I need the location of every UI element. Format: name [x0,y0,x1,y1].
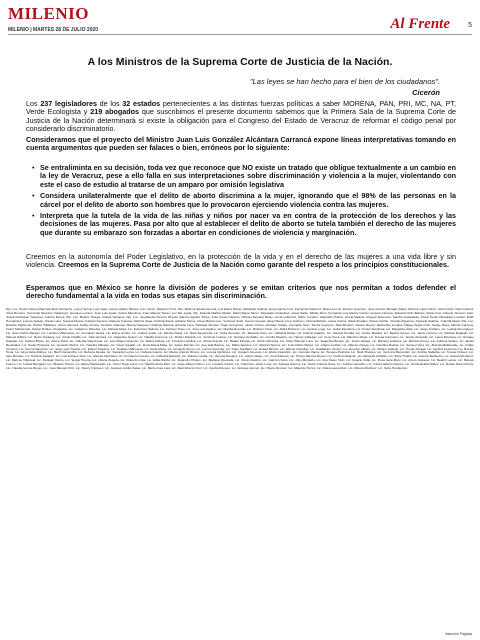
intro-paragraph [26,100,456,134]
signatories-list: Dip. Loc. Pedro Carlos Masmela Ruiz Camacho, Lopez Serna, Luis Velaz, Arturo Valdez Silvera, Luis Yanez, Martínez Cruz, Dip. Maxima Zavala Arreola, Luz Elena Moran, Elizabeth Salinas, Ema García Cruz, Fernando Martínez, Elena Lemus, Ramón Guerrero, Jose Antonio Morales Salas, Monica López Pérez, Rocío Ruiz, Raúl Chávez, Alma Romero, Fernando Ramírez Velázquez, Gustavo Lozano, José Luis Ayala, Carlos Mendoza, Juan Manuel Torres, Luz Ma. Ayala, Dip. Federal Martha Valdés, María Elena Pérez, Diputados Federales: Jesús Salas, Miriam Ríos, Fernando Luis Mazón Castro, Ignacio Campos, Eduardo Ruiz Beltrán, Sofía Cruz, Antonio Jiménez Soto, Juana Rodríguez Sánchez, Andrés Flores, Dip. Loc. Beatriz Ortega, Araceli Vázquez, Dip. Loc. Guadalupe Herrera Pineda, Ramiro Aguilar Torres, Julio César Navarro, Patricia Morales Rivas, Lucía Gutiérrez, Mario Cordero, Alejandro Palma, Gloria Medina, Rogelio Espinoza, Sandra Castañeda, Óscar Peña, Diputadas Locales: Edith Hernández, Lorena Galván, Paola Luna, Susana Duarte, Fabiola Serrano, Rebeca Fuentes, Marisol Vega, Cristina Ibarra, Adriana Ponce, Rosa María León, Verónica Solís, Teresa Cuevas, Elsa Olvera, Irma Quintero, Norma Beltrán, Laura Ochoa, Silvia Rosales, Diana Carrillo, Claudia Figueroa, Graciela Salazar, Yolanda Mejía, Dip. Loc. Ricardo Cárdenas, Héctor Villalobos, Arturo Zamora, Felipe Acosta, Gerardo Valencia, Manuel Esquivel, Rodrigo Barrera, Ernesto Lara, Salvador Montes, Hugo Cervantes, Javier Orozco, Enrique Toledo, Leonardo Soto, Tomás Guerrero, Raúl Benítez, Alberto Reyes, Diputados Locales: Miguel Ángel Ortiz, Sergio Nava, Alfredo Campos, Víctor Maldonado, Daniel Robles, Abogados: Lic. Guillermo Paredes, Lic. Adriana Mora, Lic. Francisco Salinas, Lic. Carmen Trejo, Lic. José Luis Aguirre, Lic. Martha Escobar, Lic. Roberto Cano, Lic. Alicia Pacheco, Lic. Ignacio Lugo, Lic. Isabel Mendoza, Lic. Pedro Sandoval, Lic. Margarita Ávila, Lic. Jorge Arellano, Lic. Leticia Domínguez, Lic. Juan Carlos Rangel, Lic. Lourdes Villanueva, Lic. Fernando Garza, Lic. Elena Cortés, Lic. Andrés Ayala, Lic. Mónica Tapia, Lic. Raúl Sepúlveda, Lic. Sofía Guzmán, Lic. Eduardo Ríos, Lic. Gabriela Rojas, Lic. Antonio Fajardo, Lic. Daniela Peralta, Lic. Carlos Medina, Lic. Beatriz Arroyo, Lic. Jaime Corona, Lic. Patricia Delgado, Lic. Manuel Ibáñez, Lic. Rocío Santana, Lic. Oscar Padilla, Lic. Julia Ventura, Lic. Alejandro Quiroz, Lic. Natalia Cisneros, Lic. Rubén Estrada, Lic. Verónica Lozano, Lic. Gustavo Andrade, Lic. Cecilia Navarro, Lic. Héctor Gallegos, Lic. Irene Sosa, Lic. Mauricio Rivas, Lic. Teresa Carmona, Lic. Sergio Alvarado, Lic. Laura Montoya, Lic. Enrique Salgado, Lic. Andrea Bravo, Lic. Arturo Peña, Lic. Claudia Valenzuela, Lic. Luis Miguel Ocampo, Lic. Diana Zúñiga, Lic. Francisco Molina, Lic. Gloria Aranda, Lic. Rafael Pineda, Lic. Silvia Carranza, Lic. Víctor Manuel Luna, Lic. Alejandra Bustos, Lic. Jesús Vargas, Lic. Mariana Cabrera, Lic. Ricardo Ponce, Lic. Adriana Solano, Lic. Emilio Benavides, Lic. Paola Hinojosa, Lic. Gerardo Muñoz, Lic. Yolanda Villegas, Lic. Omar Castillo, Lic. Rosa Elena Mata, Lic. Javier Montiel, Lic. Ana Lilia Barrios, Lic. Pablo Serrano, Lic. Marisa Herrera, Lic. Juan Pablo Núñez, Lic. Liliana Cuéllar, Lic. Alfonso Ortega, Lic. Carolina Ruelas, Lic. Samuel Vera, Lic. Brenda Maldonado, Lic. Felipe Córdova, Lic. Norma Saucedo, Lic. Jorge Luis Treviño, Lic. Esther Palacios, Lic. Rodrigo Villanueva, Lic. Karla Meza, Lic. Armando Fierro, Lic. Lucía Contreras, Lic. Hugo Santillán, Lic. Estela Rincón, Lic. Alberto Ceballos, Lic. Guadalupe Orozco, Lic. Ernesto Valdez, Lic. Miriam Galindo, Lic. Tomás Arriaga, Lic. Sandra Ledesma, Lic. Ramón Tovar, Lic. Alma Delia Robles, Lic. Martín Escamilla, Lic. Rebeca Zavala, Lic. Salvador Leyva, Lic. Fabiola Guerra, Lic. Marco Antonio Rivera, Lic. Lorena Quiñones, Lic. Joaquín Acevedo, Lic. Elvira Castañón, Lic. Gonzalo Ibarra, Lic. Susana Pedraza, Lic. Raúl Olivares, Lic. Verónica Bermúdez, Lic. Andrés Saldaña, Lic. Teresa Chávez, Lic. Iván Morales, Lic. Patricia Gallardo, Lic. Luis Enrique Soto, Lic. Mónica Alcántara, Lic. Fernando Cuevas, Lic. Gabriela Esparza, Lic. Daniel Lozada, Lic. Ximena Rosales, Lic. Jaime Vallejo, Lic. Irma Salcedo, Lic. Héctor Manuel Reyna, Lic. Cristina Albarrán, Lic. Eduardo Casillas, Lic. Silvia Trujillo, Lic. Antonio Bañuelos, Lic. Araceli Mendoza, Lic. Marcos Villarreal, Lic. Daniela Osorio, Lic. Sergio Huerta, Lic. Liliana Zepeda, Lic. Roberto Lima, Lic. Erika Dávila, Lic. Alejandro Pizano, Lic. Mariana Quezada, Lic. Óscar Alarcón, Lic. Carmen Solís, Lic. Julio Montaño, Lic. Ana Karen Tello, Lic. Ignacio Vidal, Lic. Rosa Isela Muro, Lic. Arturo Cázares, Lic. Beatriz Larios, Lic. Manuel Franco, Lic. Leticia Barragán, Lic. Ricardo Olmos, Lic. Elena Maldonado, Lic. Víctor Hugo Cano, Lic. Martha Alicia Ruiz, Lic. Jorge Alberto Pérez, Lic. Lourdes Castro, Lic. Francisco Javier Luna, Lic. Adriana Monroy, Lic. Pedro Antonio Sosa, Lic. Julieta Camacho, Lic. Carlos Alberto Ramos, Lic. Gloria Estela Núñez, Lic. Rubén Darío Flores, Lic. Claudia Ivonne Reyes, Lic. José Manuel Ortiz, Lic. Nancy Vázquez, Lic. Gustavo Adolfo Salas, Lic. María José Lara, Lic. Raúl Alberto Cruz, Lic. Cecilia Romero, Lic. Enrique Gómez, Lic. Paula Jiménez, Lic. Mauricio Torres, Lic. Diana Laura Ruiz, Lic. Alfredo Martínez, Lic. Sofía Hernández. [6,308,474,371]
intro-bold: 32 estados [122,99,161,108]
intro-text: Los [26,99,41,108]
intro-text: pertenecientes a las distintas fuerzas políticas a saber MORENA, PAN, PRI, MC, NA, PT, Verde Ecologista y [26,99,456,117]
bullet-text: Considera unilateralmente que el delito de aborto discrimina a la mujer, ignorando que el [40,191,362,201]
epigraph-quote: "Las leyes se han hecho para el bien de los ciudadanos". [249,77,440,86]
page-title: A los Ministros de la Suprema Corte de Justicia de la Nación. [87,56,393,68]
creemos-text: Creemos en la autonomía del Poder Legislativo, en la protección de la vida y en el derecho de las mujeres a una vida libre y sin violencia. [26,252,456,270]
considering-paragraph: Consideramos que el proyecto del Ministro Juan Luis González Alcántara Carrancá expone líneas interpretativas tomando en cuenta argumentos que pueden ser falaces o bien, erróneos por lo siguiente: [26,135,456,153]
creemos-paragraph [26,253,456,270]
header-divider [8,34,472,35]
epigraph-author: Cicerón [412,88,440,97]
intro-text: de los [96,99,123,108]
bullet-text: Se entraliminta en su decisión, toda vez que reconoce que [40,163,243,172]
intro-text: que suscribimos el presente documento sabemos que la Primera Sala de la Suprema Corte de Justicia de la Nación determinará si existe la obligación para el Congreso del Estado de Veracruz de reformar el código penal por considerarlo discriminatorio. [26,107,456,134]
list-item [32,164,456,189]
bullet-bold: NO [242,163,253,172]
section-name: Al Frente [390,16,450,32]
list-item [32,212,456,237]
intro-bold: 237 legisladores [40,99,97,108]
bullet-text: existe un tratado que obligue textualmente a un cambio en la ley de Veracruz, pese a ello falla en sus interpretaciones sobre discriminación y violencia a la mujer, violentando con este el caso de estudio al tratarse de un amparo por omisión legislativa [40,163,456,189]
bullet-text: que lo provocaron ejerciendo violencia contra las mujeres. [185,199,389,209]
bullet-text: Interpreta que la tutela de la vida de las niñas y niños por nacer va en contra de la protección de los derechos y las decisiones de las mujeres. Pasa por alto que al establecer el delito de aborto se tutela también el derecho de las mujeres que durante su embarazo son forzadas a abortar en condiciones de violencia y marginación. [40,211,456,237]
dateline: MILENIO | MARTES 28 DE JULIO 2020 [8,27,99,33]
page-number: 5 [468,22,472,29]
paid-insertion-credit: Inserción Pagada [444,632,472,636]
bullet-bold: 98% de las personas en la cárcel por el delito de aborto son hombres [40,191,456,209]
creemos-bold: Creemos en la Suprema Corte de Justicia de la Nación como garante del respeto a los principios constitucionales. [57,260,450,270]
intro-bold: 219 abogados [90,107,140,117]
closing-paragraph: Esperamos que en México se honre la división de poderes y se emitan criterios que nos permitan a todos defender el derecho fundamental a la vida en todas sus etapas sin discriminación. [26,283,456,301]
list-item [32,192,456,209]
masthead-logo: MILENIO [8,4,89,23]
arguments-list [32,164,456,240]
